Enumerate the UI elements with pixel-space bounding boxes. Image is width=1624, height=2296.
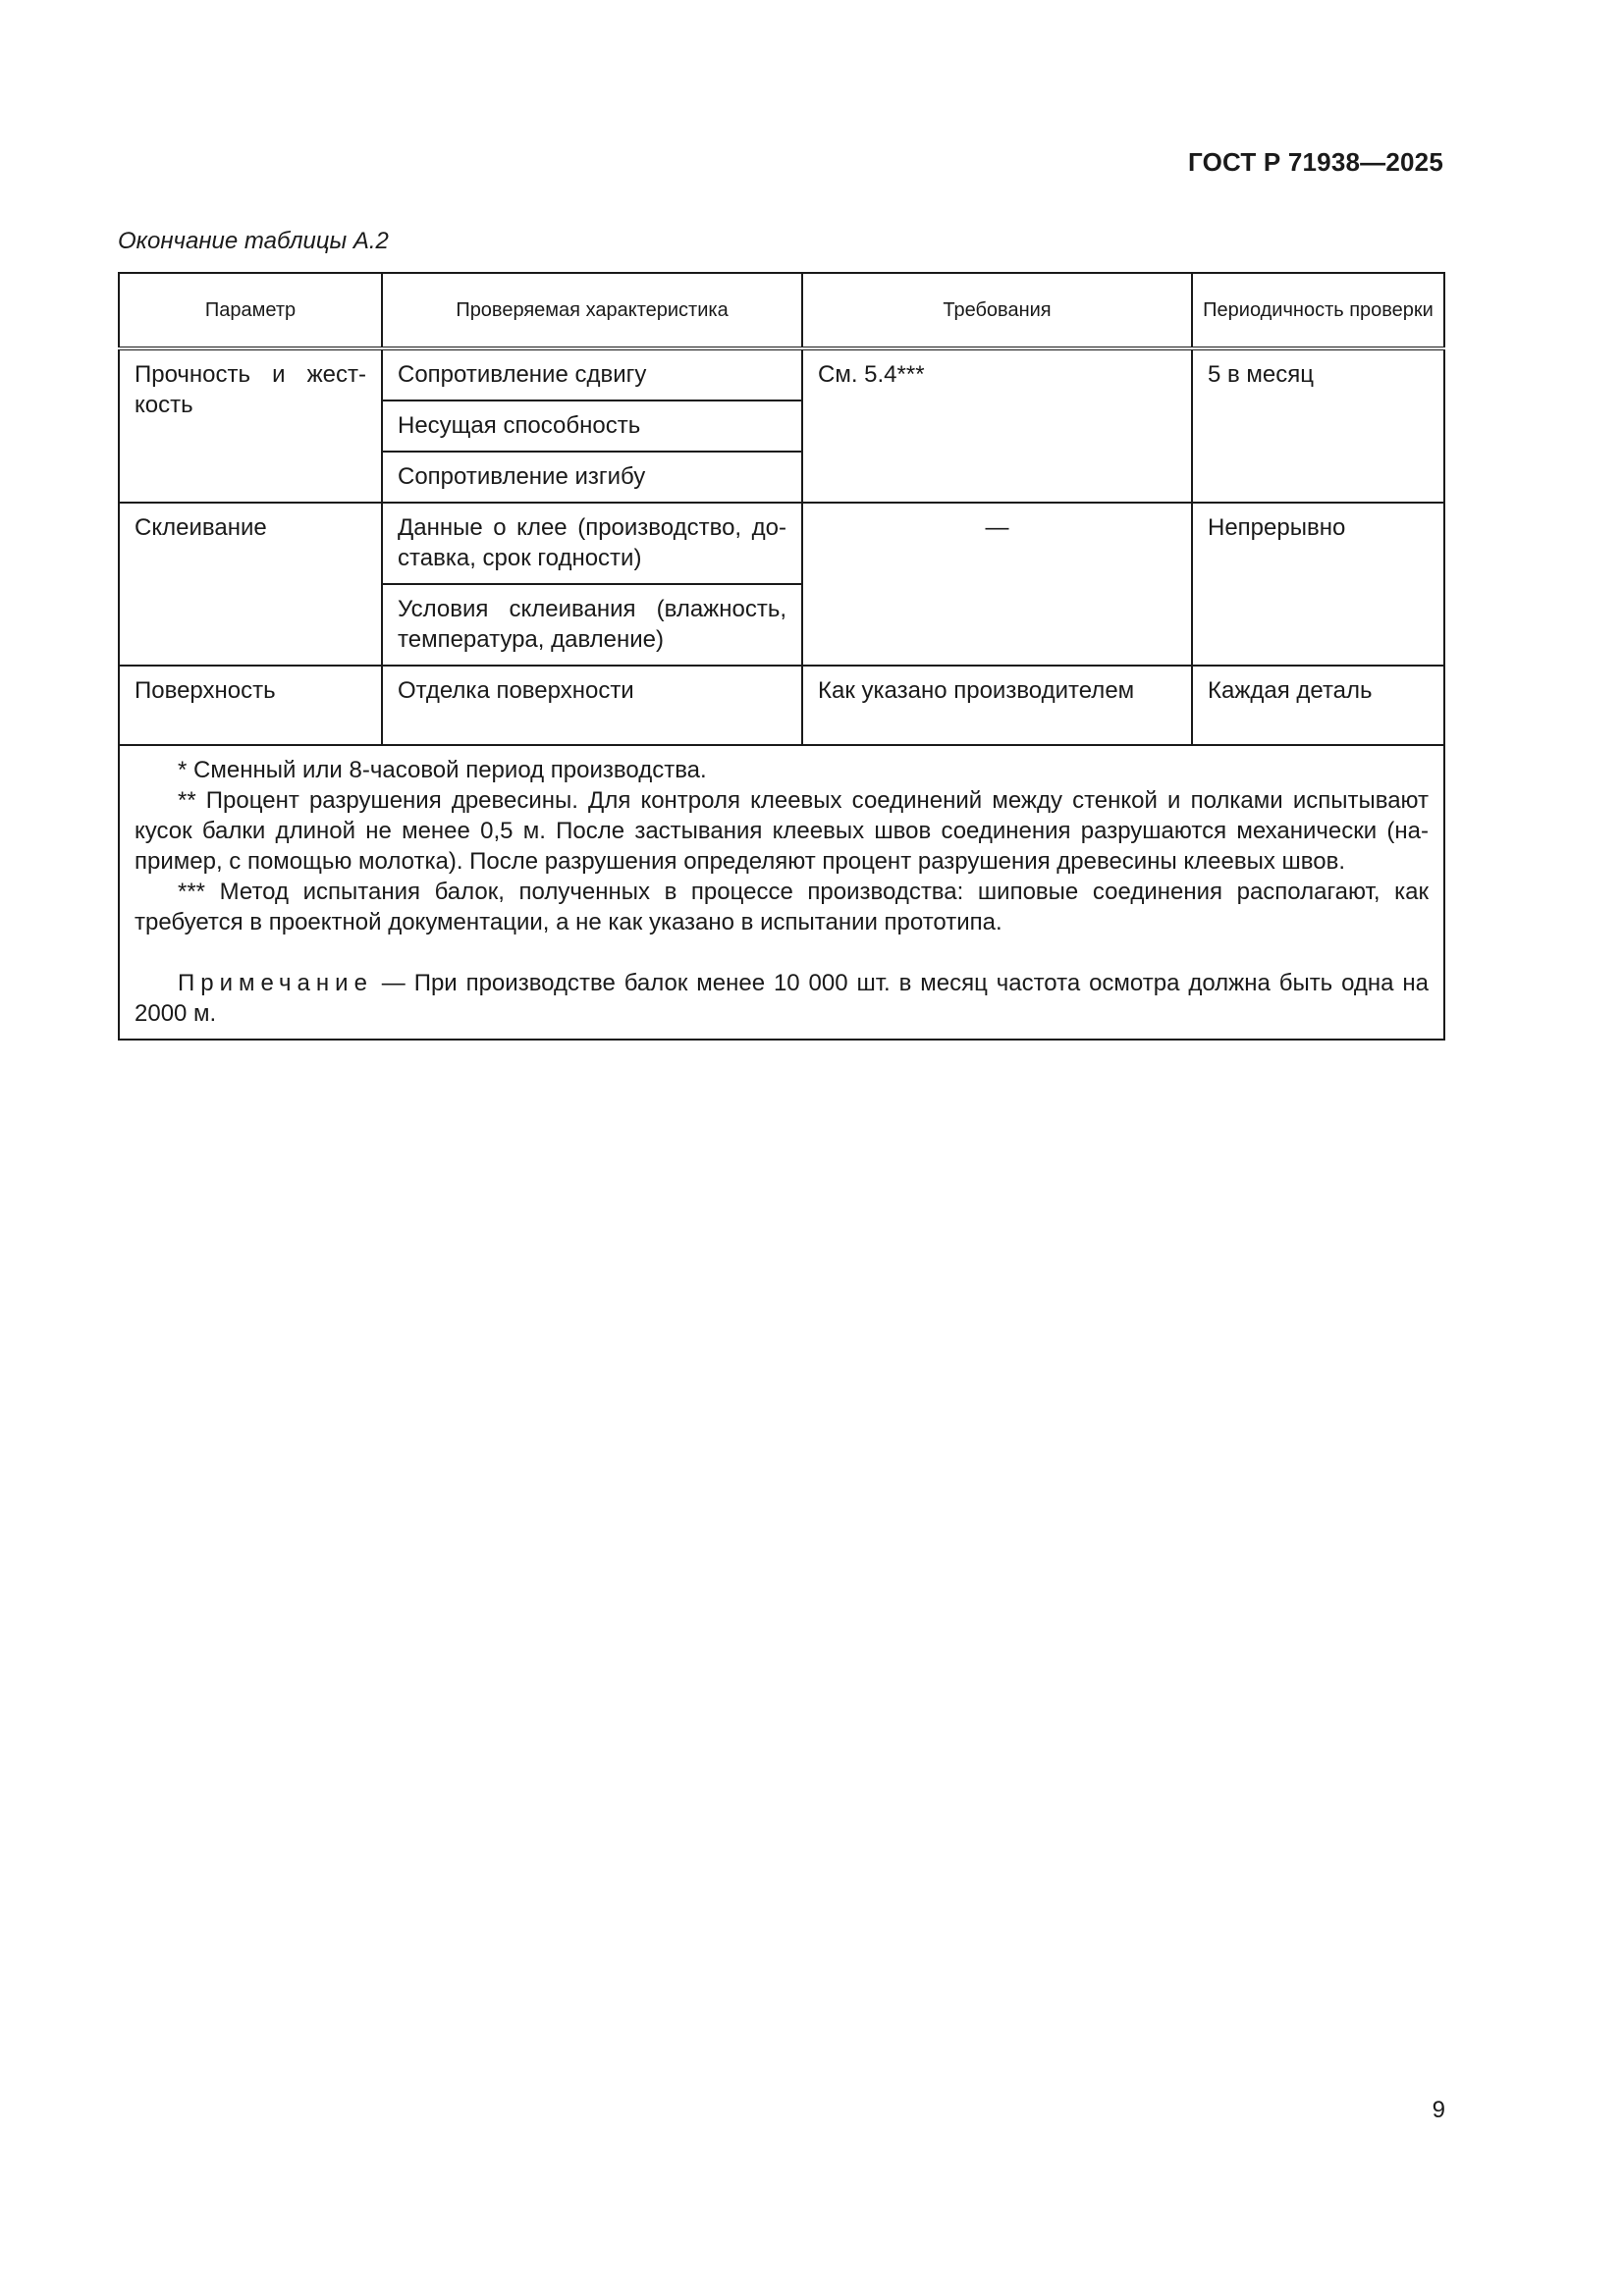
requirements-table (118, 272, 1445, 1041)
footnote: ** Процент разрушения древесины. Для контроля клеевых соединений между стенкой и полками испытывают кусок балки длиной не менее 0,5 м. После застывания клеевых швов соединения разрушаются механически (например, с помощью молотка). После разрушения определяют процент разрушения древесины клеевых швов. (135, 787, 1429, 875)
frequency-cell: Непрерывно (1192, 503, 1444, 666)
characteristic-cell: Отделка поверхности (382, 666, 802, 745)
characteristic-cell: Несущая способность (382, 400, 802, 452)
footnote: *** Метод испытания балок, полученных в процессе производства: шиповые соединения располагают, как требуется в проектной документации, а не как указано в испытании прототипа. (135, 879, 1429, 935)
table-note (135, 968, 1429, 1029)
table-row (119, 666, 1444, 745)
characteristic-cell: Условия склеивания (влажность, температура, давление) (382, 584, 802, 666)
parameter-cell: Склеивание (119, 503, 382, 666)
requirement-cell: Как указано производителем (802, 666, 1192, 745)
requirement-cell: — (802, 503, 1192, 666)
header-parameter: Параметр (119, 273, 382, 348)
header-characteristic: Проверяемая характеристика (382, 273, 802, 348)
table-row (119, 503, 1444, 584)
table-header-row (119, 273, 1444, 348)
footnotes-cell (119, 745, 1444, 1040)
note-text: — При производстве балок менее 10 000 шт. в месяц частота осмотра должна быть одна на 2000 м. (135, 970, 1429, 1027)
characteristic-cell: Данные о клее (производство, доставка, срок годности) (382, 503, 802, 584)
table-caption: Окончание таблицы А.2 (118, 228, 389, 254)
frequency-cell: Каждая деталь (1192, 666, 1444, 745)
parameter-cell: Прочность и жесткость (119, 348, 382, 503)
footnote: * Сменный или 8-часовой период производства. (178, 757, 707, 783)
characteristic-cell: Сопротивление сдвигу (382, 348, 802, 400)
note-label: Примечание (178, 970, 373, 996)
header-requirements: Требования (802, 273, 1192, 348)
parameter-cell: Поверхность (119, 666, 382, 745)
footnotes-row (119, 745, 1444, 1040)
characteristic-cell: Сопротивление изгибу (382, 452, 802, 503)
table-row (119, 348, 1444, 400)
frequency-cell: 5 в месяц (1192, 348, 1444, 503)
document-code: ГОСТ Р 71938—2025 (1188, 147, 1443, 177)
header-frequency: Периодичность проверки (1192, 273, 1444, 348)
page-number: 9 (1432, 2097, 1445, 2123)
requirement-cell: См. 5.4*** (802, 348, 1192, 503)
